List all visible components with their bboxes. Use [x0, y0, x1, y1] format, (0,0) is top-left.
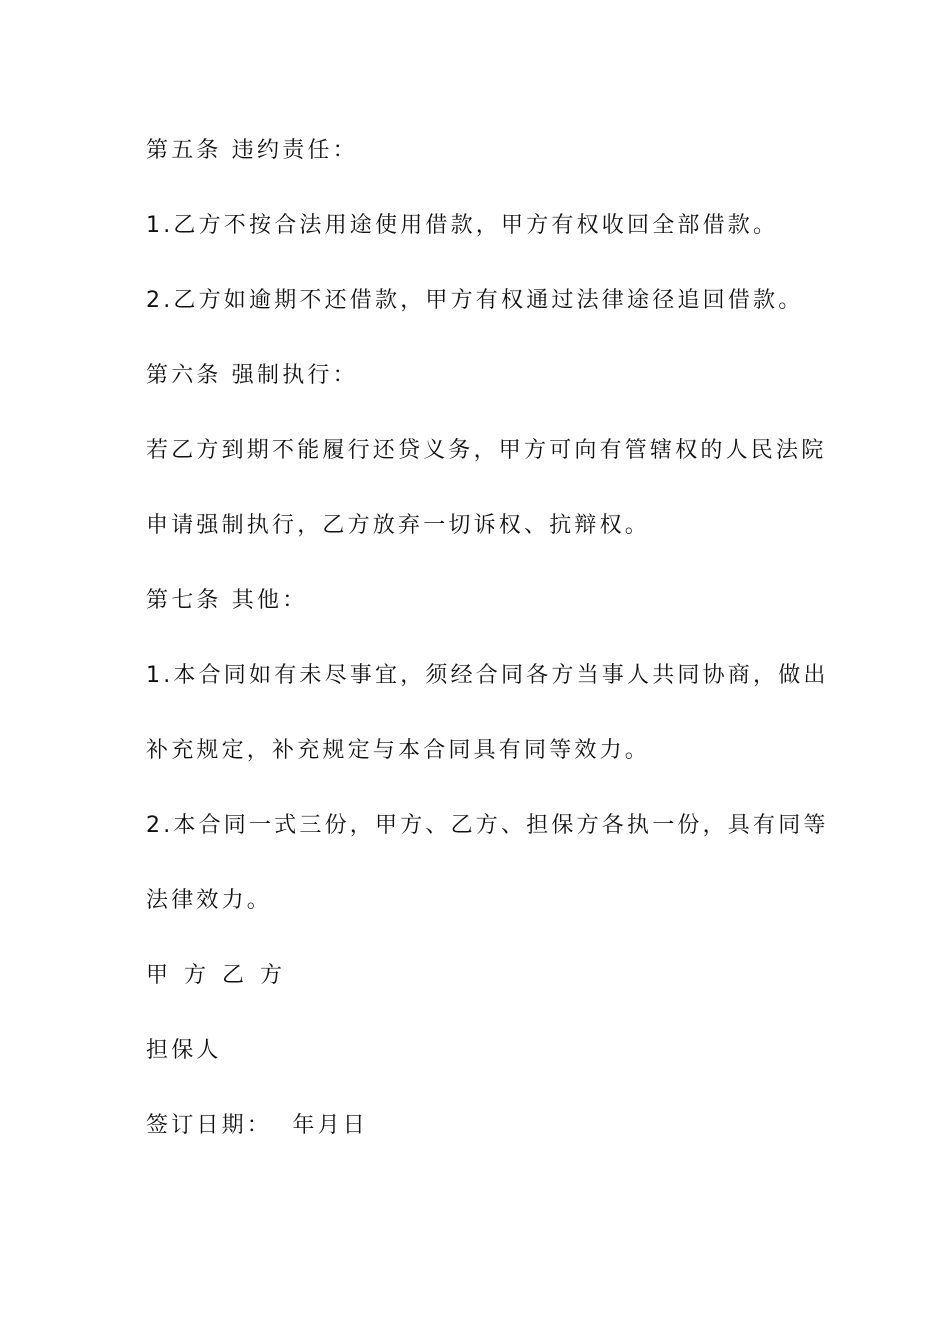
- article-6-text-line-2: 申请强制执行，乙方放弃一切诉权、抗辩权。: [146, 513, 651, 538]
- article-6-heading: 第六条 强制执行：: [146, 363, 358, 388]
- article-7-clause-2-line-2: 法律效力。: [146, 888, 273, 913]
- article-5-clause-1: 1.乙方不按合法用途使用借款，甲方有权收回全部借款。: [146, 213, 779, 238]
- article-5-heading: 第五条 违约责任：: [146, 138, 358, 163]
- guarantor-label: 担保人: [146, 1038, 222, 1063]
- article-7-clause-2-line-1: 2.本合同一式三份，甲方、乙方、担保方各执一份，具有同等: [146, 813, 829, 838]
- article-7-clause-1-line-1: 1.本合同如有未尽事宜，须经合同各方当事人共同协商，做出: [146, 663, 829, 688]
- party-signature-labels: 甲 方 乙 方: [146, 963, 287, 988]
- signing-date: 签订日期： 年月日: [146, 1113, 368, 1138]
- article-7-heading: 第七条 其他：: [146, 588, 308, 613]
- article-7-clause-1-line-2: 补充规定，补充规定与本合同具有同等效力。: [146, 738, 651, 763]
- article-6-text-line-1: 若乙方到期不能履行还贷义务，甲方可向有管辖权的人民法院: [146, 438, 827, 463]
- article-5-clause-2: 2.乙方如逾期不还借款，甲方有权通过法律途径追回借款。: [146, 288, 804, 313]
